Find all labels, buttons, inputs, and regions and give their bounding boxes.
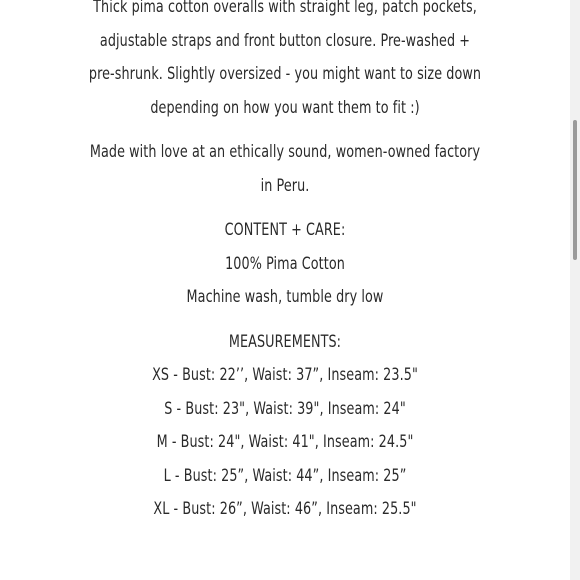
- description-line: pre-shrunk. Slightly oversized - you might want to size down: [88, 64, 482, 83]
- measurement-row-m: M - Bust: 24", Waist: 41", Inseam: 24.5": [156, 432, 414, 451]
- measurement-row-l: L - Bust: 25”, Waist: 44”, Inseam: 25”: [163, 465, 407, 485]
- care-line: Machine wash, tumble dry low: [186, 287, 384, 306]
- measurements-section: [0, 325, 570, 526]
- measurement-row-xs: XS - Bust: 22’’, Waist: 37”, Inseam: 23.5": [152, 365, 418, 384]
- care-heading: CONTENT + CARE:: [224, 220, 346, 239]
- origin-line: in Peru.: [260, 175, 310, 195]
- measurement-row-s: S - Bust: 23", Waist: 39", Inseam: 24": [164, 398, 406, 418]
- origin-paragraph: [0, 135, 570, 202]
- description-line: adjustable straps and front button closure. Pre-washed +: [99, 30, 471, 50]
- description-paragraph: [0, 0, 570, 124]
- measurements-heading: MEASUREMENTS:: [228, 331, 342, 351]
- origin-line: Made with love at an ethically sound, women-owned factory: [89, 142, 481, 161]
- scrollbar-track[interactable]: [570, 0, 580, 580]
- description-line: depending on how you want them to fit :): [150, 97, 420, 117]
- description-line: Thick pima cotton overalls with straight leg, patch pockets,: [93, 0, 477, 16]
- care-section: [0, 213, 570, 314]
- scrollbar-thumb[interactable]: [573, 120, 577, 260]
- care-line: 100% Pima Cotton: [225, 253, 345, 273]
- measurement-row-xl: XL - Bust: 26”, Waist: 46”, Inseam: 25.5": [153, 499, 417, 518]
